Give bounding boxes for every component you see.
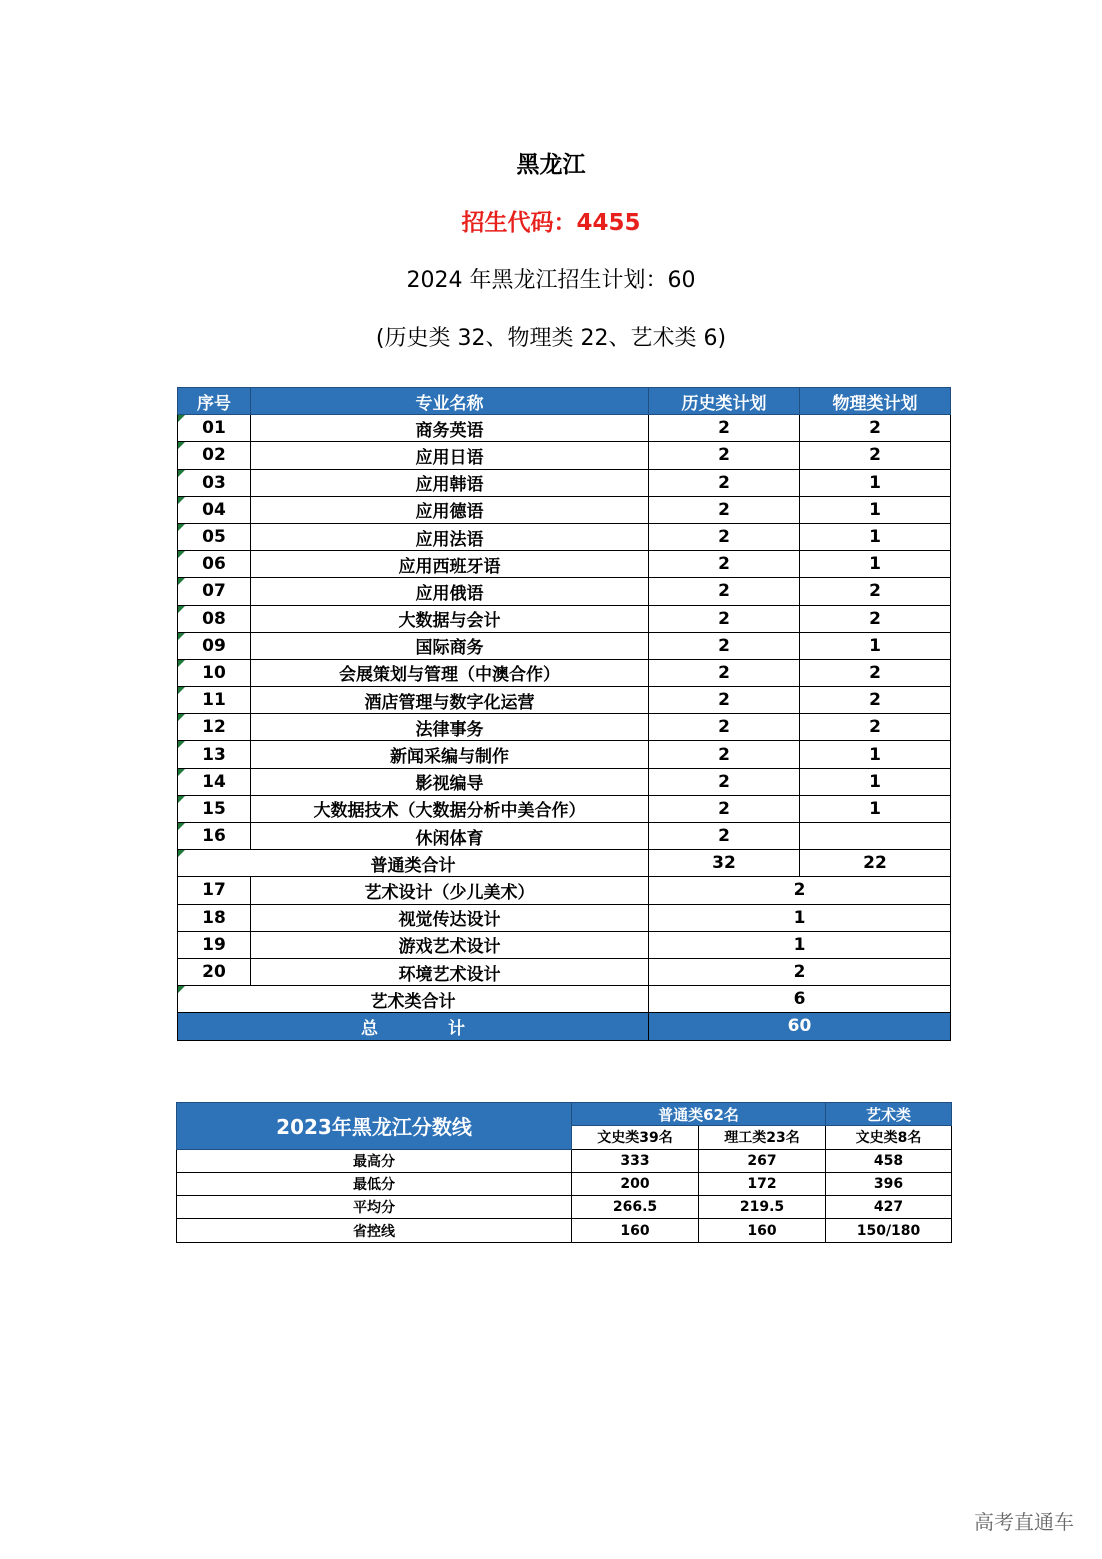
table-row xyxy=(178,469,951,496)
header-major: 专业名称 xyxy=(251,388,649,415)
header-index: 序号 xyxy=(178,388,251,415)
sub-header-liberal-arts: 文史类39名 xyxy=(572,1126,699,1149)
row-index: 13 xyxy=(178,741,251,768)
art-plan: 1 xyxy=(649,931,951,958)
physics-plan: 1 xyxy=(800,632,951,659)
major-name: 应用西班牙语 xyxy=(251,551,649,578)
physics-plan: 1 xyxy=(800,551,951,578)
grand-total-row xyxy=(178,1013,951,1040)
table-row xyxy=(178,931,951,958)
table-row xyxy=(178,958,951,985)
row-index: 20 xyxy=(178,958,251,985)
score-row xyxy=(177,1196,952,1219)
physics-plan: 2 xyxy=(800,578,951,605)
table-row xyxy=(178,415,951,442)
grand-total-label-a: 总 xyxy=(361,1018,378,1039)
table-row xyxy=(178,904,951,931)
group-general: 普通类62名 xyxy=(572,1103,826,1126)
history-plan: 2 xyxy=(649,659,800,686)
enrollment-plan-table xyxy=(177,387,951,1041)
table-row xyxy=(178,578,951,605)
major-name: 艺术设计（少儿美术） xyxy=(251,877,649,904)
table-row xyxy=(178,496,951,523)
general-subtotal-history: 32 xyxy=(649,850,800,877)
row-index: 17 xyxy=(178,877,251,904)
score-liberal-arts: 333 xyxy=(572,1149,699,1172)
art-subtotal-row xyxy=(178,986,951,1013)
row-index: 01 xyxy=(178,415,251,442)
sub-header-art-liberal: 文史类8名 xyxy=(826,1126,952,1149)
row-index: 12 xyxy=(178,714,251,741)
table-row xyxy=(178,523,951,550)
history-plan: 2 xyxy=(649,523,800,550)
physics-plan: 2 xyxy=(800,687,951,714)
major-name: 酒店管理与数字化运营 xyxy=(251,687,649,714)
art-plan: 1 xyxy=(649,904,951,931)
score-label: 平均分 xyxy=(177,1196,572,1219)
header-physics-plan: 物理类计划 xyxy=(800,388,951,415)
table-row xyxy=(178,659,951,686)
physics-plan: 2 xyxy=(800,442,951,469)
general-subtotal-row xyxy=(178,850,951,877)
score-row xyxy=(177,1219,952,1242)
history-plan: 2 xyxy=(649,823,800,850)
history-plan: 2 xyxy=(649,578,800,605)
table-row xyxy=(178,823,951,850)
enrollment-plan: 2024 年黑龙江招生计划：60 xyxy=(406,268,696,293)
score-art: 150/180 xyxy=(826,1219,952,1242)
score-label: 最高分 xyxy=(177,1149,572,1172)
major-name: 国际商务 xyxy=(251,632,649,659)
row-index: 16 xyxy=(178,823,251,850)
table-row xyxy=(178,741,951,768)
row-index: 14 xyxy=(178,768,251,795)
watermark-text: 高考直通车 xyxy=(974,1510,1074,1534)
history-plan: 2 xyxy=(649,687,800,714)
grand-total-label xyxy=(178,1013,649,1040)
history-plan: 2 xyxy=(649,795,800,822)
physics-plan: 1 xyxy=(800,523,951,550)
art-subtotal-value: 6 xyxy=(649,986,951,1013)
table-row xyxy=(178,714,951,741)
history-plan: 2 xyxy=(649,768,800,795)
province-title: 黑龙江 xyxy=(516,152,586,178)
physics-plan: 1 xyxy=(800,469,951,496)
major-name: 影视编导 xyxy=(251,768,649,795)
row-index: 11 xyxy=(178,687,251,714)
major-name: 应用德语 xyxy=(251,496,649,523)
major-name: 法律事务 xyxy=(251,714,649,741)
major-name: 大数据技术（大数据分析中美合作） xyxy=(251,795,649,822)
art-plan: 2 xyxy=(649,877,951,904)
row-index: 19 xyxy=(178,931,251,958)
major-name: 会展策划与管理（中澳合作） xyxy=(251,659,649,686)
major-name: 游戏艺术设计 xyxy=(251,931,649,958)
major-name: 视觉传达设计 xyxy=(251,904,649,931)
physics-plan: 1 xyxy=(800,741,951,768)
physics-plan: 2 xyxy=(800,415,951,442)
table-row xyxy=(178,687,951,714)
general-subtotal-physics: 22 xyxy=(800,850,951,877)
row-index: 03 xyxy=(178,469,251,496)
history-plan: 2 xyxy=(649,415,800,442)
row-index: 15 xyxy=(178,795,251,822)
table-row xyxy=(178,442,951,469)
row-index: 18 xyxy=(178,904,251,931)
row-index: 05 xyxy=(178,523,251,550)
plan-table-header xyxy=(178,388,951,415)
art-plan: 2 xyxy=(649,958,951,985)
physics-plan: 2 xyxy=(800,605,951,632)
row-index: 02 xyxy=(178,442,251,469)
score-art: 396 xyxy=(826,1172,952,1195)
physics-plan xyxy=(800,823,951,850)
major-name: 应用俄语 xyxy=(251,578,649,605)
major-name: 应用日语 xyxy=(251,442,649,469)
enrollment-code: 招生代码：4455 xyxy=(461,210,641,236)
header-history-plan: 历史类计划 xyxy=(649,388,800,415)
major-name: 休闲体育 xyxy=(251,823,649,850)
score-art: 458 xyxy=(826,1149,952,1172)
grand-total-label-b: 计 xyxy=(448,1018,465,1039)
score-label: 最低分 xyxy=(177,1172,572,1195)
row-index: 09 xyxy=(178,632,251,659)
row-index: 07 xyxy=(178,578,251,605)
physics-plan: 1 xyxy=(800,768,951,795)
table-row xyxy=(178,768,951,795)
history-plan: 2 xyxy=(649,551,800,578)
score-table-title: 2023年黑龙江分数线 xyxy=(177,1103,572,1150)
history-plan: 2 xyxy=(649,442,800,469)
row-index: 08 xyxy=(178,605,251,632)
table-row xyxy=(178,551,951,578)
major-name: 商务英语 xyxy=(251,415,649,442)
table-row xyxy=(178,795,951,822)
row-index: 04 xyxy=(178,496,251,523)
row-index: 10 xyxy=(178,659,251,686)
major-name: 应用韩语 xyxy=(251,469,649,496)
score-line-table xyxy=(176,1102,952,1243)
history-plan: 2 xyxy=(649,632,800,659)
history-plan: 2 xyxy=(649,469,800,496)
score-liberal-arts: 160 xyxy=(572,1219,699,1242)
sub-header-science: 理工类23名 xyxy=(699,1126,826,1149)
score-row xyxy=(177,1172,952,1195)
major-name: 环境艺术设计 xyxy=(251,958,649,985)
history-plan: 2 xyxy=(649,605,800,632)
art-subtotal-label: 艺术类合计 xyxy=(178,986,649,1013)
grand-total-value: 60 xyxy=(649,1013,951,1040)
major-name: 新闻采编与制作 xyxy=(251,741,649,768)
score-science: 219.5 xyxy=(699,1196,826,1219)
score-art: 427 xyxy=(826,1196,952,1219)
history-plan: 2 xyxy=(649,741,800,768)
physics-plan: 2 xyxy=(800,714,951,741)
score-liberal-arts: 266.5 xyxy=(572,1196,699,1219)
table-row xyxy=(178,877,951,904)
physics-plan: 1 xyxy=(800,496,951,523)
score-label: 省控线 xyxy=(177,1219,572,1242)
history-plan: 2 xyxy=(649,714,800,741)
table-row xyxy=(178,605,951,632)
major-name: 应用法语 xyxy=(251,523,649,550)
major-name: 大数据与会计 xyxy=(251,605,649,632)
group-art: 艺术类 xyxy=(826,1103,952,1126)
score-science: 267 xyxy=(699,1149,826,1172)
score-science: 160 xyxy=(699,1219,826,1242)
score-header-row xyxy=(177,1103,952,1126)
score-science: 172 xyxy=(699,1172,826,1195)
score-row xyxy=(177,1149,952,1172)
row-index: 06 xyxy=(178,551,251,578)
table-row xyxy=(178,632,951,659)
score-liberal-arts: 200 xyxy=(572,1172,699,1195)
history-plan: 2 xyxy=(649,496,800,523)
physics-plan: 2 xyxy=(800,659,951,686)
physics-plan: 1 xyxy=(800,795,951,822)
plan-breakdown: (历史类 32、物理类 22、艺术类 6) xyxy=(375,326,727,351)
general-subtotal-label: 普通类合计 xyxy=(178,850,649,877)
